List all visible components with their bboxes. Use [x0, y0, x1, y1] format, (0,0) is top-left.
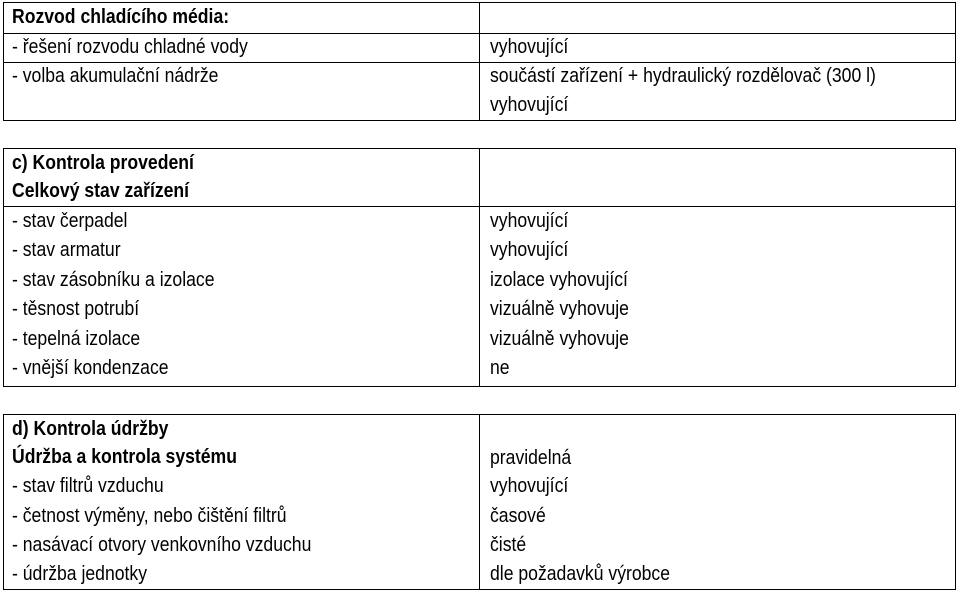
- table2-row-value: izolace vyhovující: [490, 269, 628, 291]
- table2-right-border: [955, 148, 956, 387]
- table3-row-value: čisté: [490, 534, 527, 556]
- table2-row-label: - stav čerpadel: [12, 210, 128, 232]
- table2-row-label: - tepelná izolace: [12, 328, 141, 350]
- section-d-subtitle: Údržba a kontrola systému: [12, 446, 237, 468]
- table1-row2-value: součástí zařízení + hydraulický rozdělovač (300 l): [490, 65, 876, 87]
- section-c-title: c) Kontrola provedení: [12, 152, 194, 174]
- table2-row-label: - vnější kondenzace: [12, 357, 169, 379]
- table1-header: Rozvod chladícího média:: [12, 6, 230, 28]
- table3-row-label: - nasávací otvory venkovního vzduchu: [12, 534, 312, 556]
- table2-row-value: vizuálně vyhovuje: [490, 328, 629, 350]
- table3-row-value: dle požadavků výrobce: [490, 563, 671, 585]
- table2-row-label: - stav armatur: [12, 239, 121, 261]
- table2-row-value: ne: [490, 357, 510, 379]
- table1-row1-label: - řešení rozvodu chladné vody: [12, 36, 248, 58]
- table3-row-value: vyhovující: [490, 475, 569, 497]
- table3-row-label: - stav filtrů vzduchu: [12, 475, 164, 497]
- section-c-subtitle: Celkový stav zařízení: [12, 180, 190, 202]
- table1-row2-label: - volba akumulační nádrže: [12, 65, 219, 87]
- table1-left-border: [3, 2, 4, 121]
- table3-row-label: - údržba jednotky: [12, 563, 148, 585]
- table2-row-value: vyhovující: [490, 210, 569, 232]
- section-d-title: d) Kontrola údržby: [12, 418, 169, 440]
- table3-row-label: - četnost výměny, nebo čištění filtrů: [12, 505, 287, 527]
- table2-row-value: vyhovující: [490, 239, 569, 261]
- table1-row2-value2: vyhovující: [490, 94, 569, 116]
- table1-row1-value: vyhovující: [490, 36, 569, 58]
- table1-middle-border: [479, 2, 480, 121]
- table2-left-border: [3, 148, 4, 387]
- section-d-subtitle-value: pravidelná: [490, 447, 572, 469]
- table3-middle-border: [479, 414, 480, 590]
- table3-right-border: [955, 414, 956, 590]
- table3-left-border: [3, 414, 4, 590]
- table2-row-label: - těsnost potrubí: [12, 298, 140, 320]
- table2-row-value: vizuálně vyhovuje: [490, 298, 629, 320]
- table1-right-border: [955, 2, 956, 121]
- table3-row-value: časové: [490, 505, 546, 527]
- table2-row-label: - stav zásobníku a izolace: [12, 269, 215, 291]
- table2-middle-border: [479, 148, 480, 387]
